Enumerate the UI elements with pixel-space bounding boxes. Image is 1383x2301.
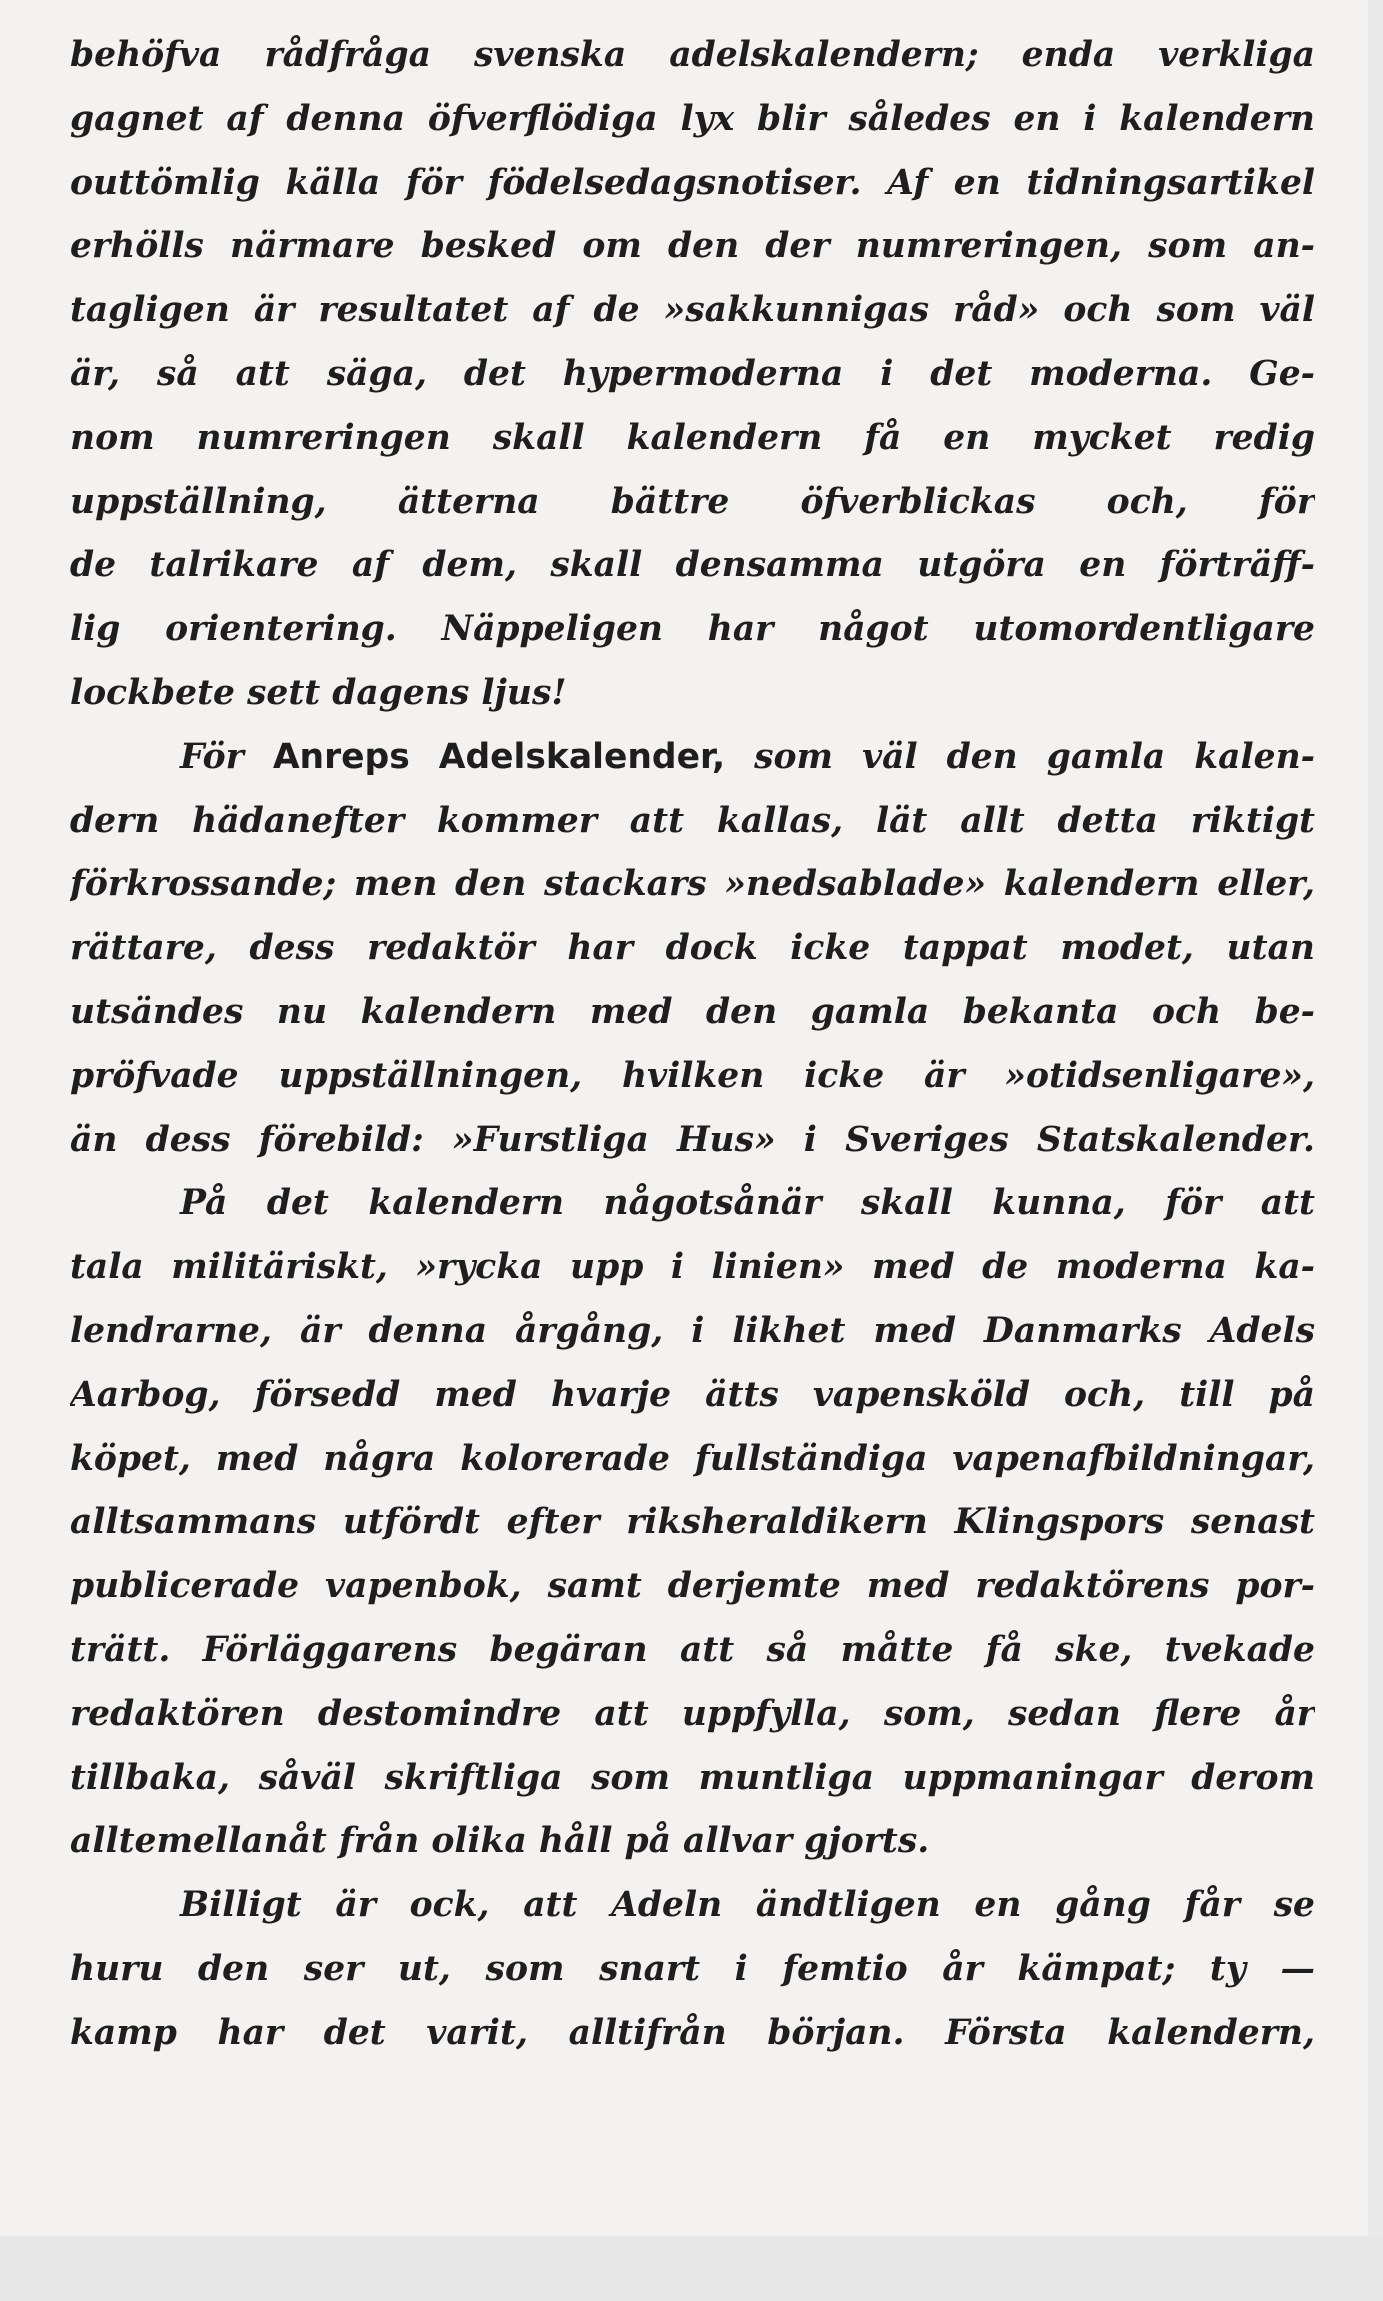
text-line: alltemellanåt från olika håll på allvar gjorts. (70, 1821, 930, 1862)
paragraph-1 (70, 24, 1315, 726)
text-line: pröfvade uppställningen, hvilken icke är »otidsenligare», (70, 1055, 1315, 1096)
text-line: På det kalendern någotsånär skall kunna, för att (180, 1183, 1315, 1224)
paragraph-3 (70, 1172, 1315, 1874)
text-line: lendrarne, är denna årgång, i likhet med Danmarks Adels (70, 1310, 1315, 1351)
text-line: förkrossande; men den stackars »nedsablade» kalendern eller, (70, 864, 1315, 905)
text-line: outtömlig källa för födelsedagsnotiser. Af en tidningsartikel (70, 162, 1315, 203)
page-bottom-margin (0, 2236, 1383, 2301)
text-line: Billigt är ock, att Adeln ändtligen en gång får se (180, 1885, 1315, 1926)
text-line: publicerade vapenbok, samt derjemte med redaktörens por- (70, 1566, 1315, 1607)
page-right-edge (1368, 0, 1383, 2236)
paragraph-2 (70, 726, 1315, 1173)
text-line-with-title (70, 726, 1315, 790)
text-line: behöfva rådfråga svenska adelskalendern; enda verkliga (70, 35, 1315, 75)
text-line: alltsammans utfördt efter riksheraldikern Klingspors senast (70, 1502, 1315, 1543)
text-line: trätt. Förläggarens begäran att så måtte få ske, tvekade (70, 1629, 1315, 1670)
text-line: erhölls närmare besked om den der numreringen, som an- (70, 226, 1315, 267)
line-tail: som väl den gamla kalen- (754, 736, 1315, 777)
text-line: tillbaka, såväl skriftliga som muntliga uppmaningar derom (70, 1757, 1315, 1798)
text-line: rättare, dess redaktör har dock icke tappat modet, utan (70, 928, 1315, 969)
text-line: redaktören destomindre att uppfylla, som, sedan flere år (70, 1693, 1315, 1734)
text-line: dern hädanefter kommer att kallas, lät allt detta riktigt (70, 800, 1315, 841)
text-line: tagligen är resultatet af de »sakkunnigas råd» och som väl (70, 290, 1315, 331)
text-line: lockbete sett dagens ljus! (70, 672, 567, 713)
text-line: tala militäriskt, »rycka upp i linien» med de moderna ka- (70, 1247, 1315, 1288)
text-line: än dess förebild: »Furstliga Hus» i Sveriges Statskalender. (70, 1119, 1315, 1160)
text-line: utsändes nu kalendern med den gamla bekanta och be- (70, 991, 1315, 1032)
text-line: Aarbog, försedd med hvarje ätts vapensköld och, till på (70, 1374, 1315, 1415)
text-line: uppställning, ätterna bättre öfverblickas och, för (70, 481, 1315, 522)
text-line: är, så att säga, det hypermoderna i det moderna. Ge- (70, 353, 1315, 394)
text-line: lig orientering. Näppeligen har något utomordentligare (70, 609, 1315, 650)
text-line: huru den ser ut, som snart i femtio år kämpat; ty — (70, 1948, 1315, 1989)
text-line: de talrikare af dem, skall densamma utgöra en förträff- (70, 545, 1315, 586)
paragraph-4 (70, 1874, 1315, 2065)
text-line: köpet, med några kolorerade fullständiga vapenafbildningar, (70, 1438, 1315, 1479)
body-text (70, 0, 1315, 2066)
calendar-title: Anreps Adelskalender, (272, 736, 726, 777)
text-line: gagnet af denna öfverflödiga lyx blir således en i kalendern (70, 98, 1315, 139)
text-line: nom numreringen skall kalendern få en mycket redig (70, 417, 1315, 458)
text-line: kamp har det varit, alltifrån början. Första kalendern, (70, 2012, 1315, 2053)
line-lead: För (180, 736, 244, 777)
